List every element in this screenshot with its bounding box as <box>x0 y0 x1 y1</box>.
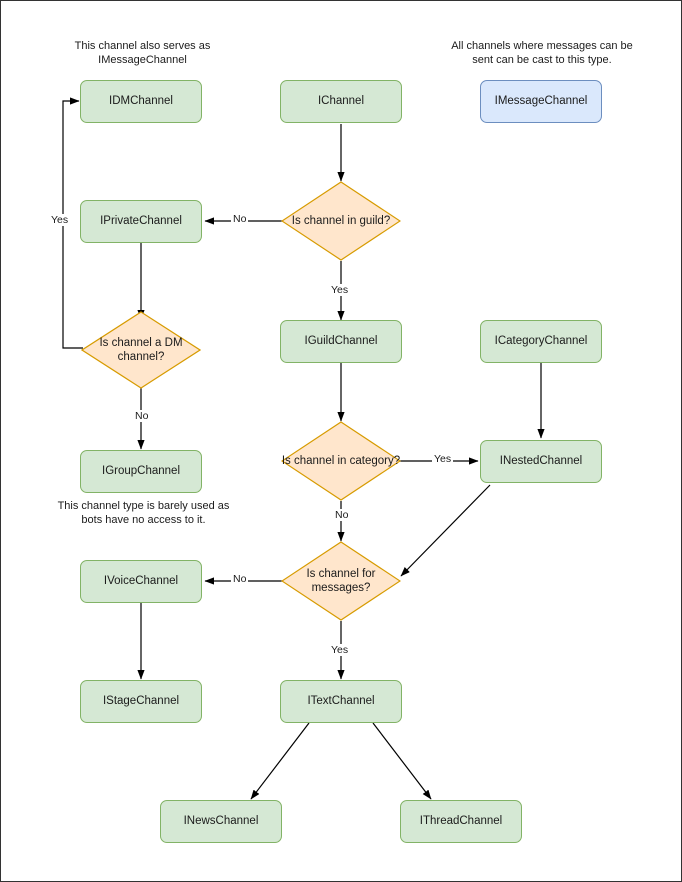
node-is-channel-in-category-label: Is channel in category? <box>281 454 401 467</box>
node-ichannel[interactable] <box>280 80 402 123</box>
edge-label-yes-dm <box>49 214 70 226</box>
node-igroupchannel-label: IGroupChannel <box>102 465 180 478</box>
node-ivoicechannel[interactable] <box>80 560 202 603</box>
note-dm-channel <box>55 39 230 68</box>
node-ithreadchannel[interactable] <box>400 800 522 843</box>
node-iprivatechannel-label: IPrivateChannel <box>100 215 182 228</box>
edge-label-no-guild-text: No <box>233 213 247 225</box>
node-iprivatechannel[interactable] <box>80 200 202 243</box>
edge-label-no-messages <box>231 573 248 585</box>
node-is-channel-for-messages[interactable] <box>281 541 401 621</box>
node-is-channel-in-guild-label: Is channel in guild? <box>291 214 391 227</box>
node-istagechannel-label: IStageChannel <box>102 695 180 708</box>
node-is-channel-a-dm-channel[interactable] <box>81 311 201 389</box>
node-icategorychannel[interactable] <box>480 320 602 363</box>
node-igroupchannel[interactable] <box>80 450 202 493</box>
node-iguildchannel[interactable] <box>280 320 402 363</box>
node-itextchannel-label: ITextChannel <box>307 695 375 708</box>
node-inestedchannel-label: INestedChannel <box>499 455 583 468</box>
note-message-channel-text: All channels where messages can be sent can be cast to this type. <box>451 40 633 67</box>
node-inewschannel[interactable] <box>160 800 282 843</box>
note-group-channel <box>46 499 241 528</box>
edge-label-no-messages-text: No <box>233 573 247 585</box>
node-itextchannel[interactable] <box>280 680 402 723</box>
edge-label-no-dm <box>133 410 150 422</box>
edge-label-yes-messages <box>329 644 350 656</box>
note-dm-channel-text: This channel also serves as IMessageChannel <box>74 40 211 67</box>
edge-label-yes-guild-text: Yes <box>331 284 349 296</box>
note-group-channel-text: This channel type is barely used as bots have no access to it. <box>57 500 230 527</box>
node-inestedchannel[interactable] <box>480 440 602 483</box>
node-is-channel-for-messages-label: Is channel for messages? <box>306 567 376 594</box>
edge-label-yes-messages-text: Yes <box>331 644 349 656</box>
node-idmchannel[interactable] <box>80 80 202 123</box>
edge-label-no-category <box>333 509 350 521</box>
node-icategorychannel-label: ICategoryChannel <box>494 335 588 348</box>
node-imessagechannel-label: IMessageChannel <box>494 95 588 108</box>
node-imessagechannel[interactable] <box>480 80 602 123</box>
edge-label-yes-dm-text: Yes <box>51 214 69 226</box>
node-iguildchannel-label: IGuildChannel <box>304 335 378 348</box>
node-is-channel-in-category[interactable] <box>281 421 401 501</box>
node-ithreadchannel-label: IThreadChannel <box>419 815 503 828</box>
edge-label-no-category-text: No <box>335 509 349 521</box>
node-idmchannel-label: IDMChannel <box>109 95 173 108</box>
edge-label-no-dm-text: No <box>135 410 149 422</box>
node-ichannel-label: IChannel <box>317 95 365 108</box>
edge-label-no-guild <box>231 213 248 225</box>
edge-label-yes-guild <box>329 284 350 296</box>
node-istagechannel[interactable] <box>80 680 202 723</box>
edge-label-yes-category-text: Yes <box>434 453 452 465</box>
node-is-channel-in-guild[interactable] <box>281 181 401 261</box>
node-ivoicechannel-label: IVoiceChannel <box>103 575 179 588</box>
edge-label-yes-category <box>432 453 453 465</box>
node-is-channel-a-dm-channel-label: Is channel a DM channel? <box>99 336 183 363</box>
note-message-channel <box>446 39 638 68</box>
node-inewschannel-label: INewsChannel <box>183 815 259 828</box>
